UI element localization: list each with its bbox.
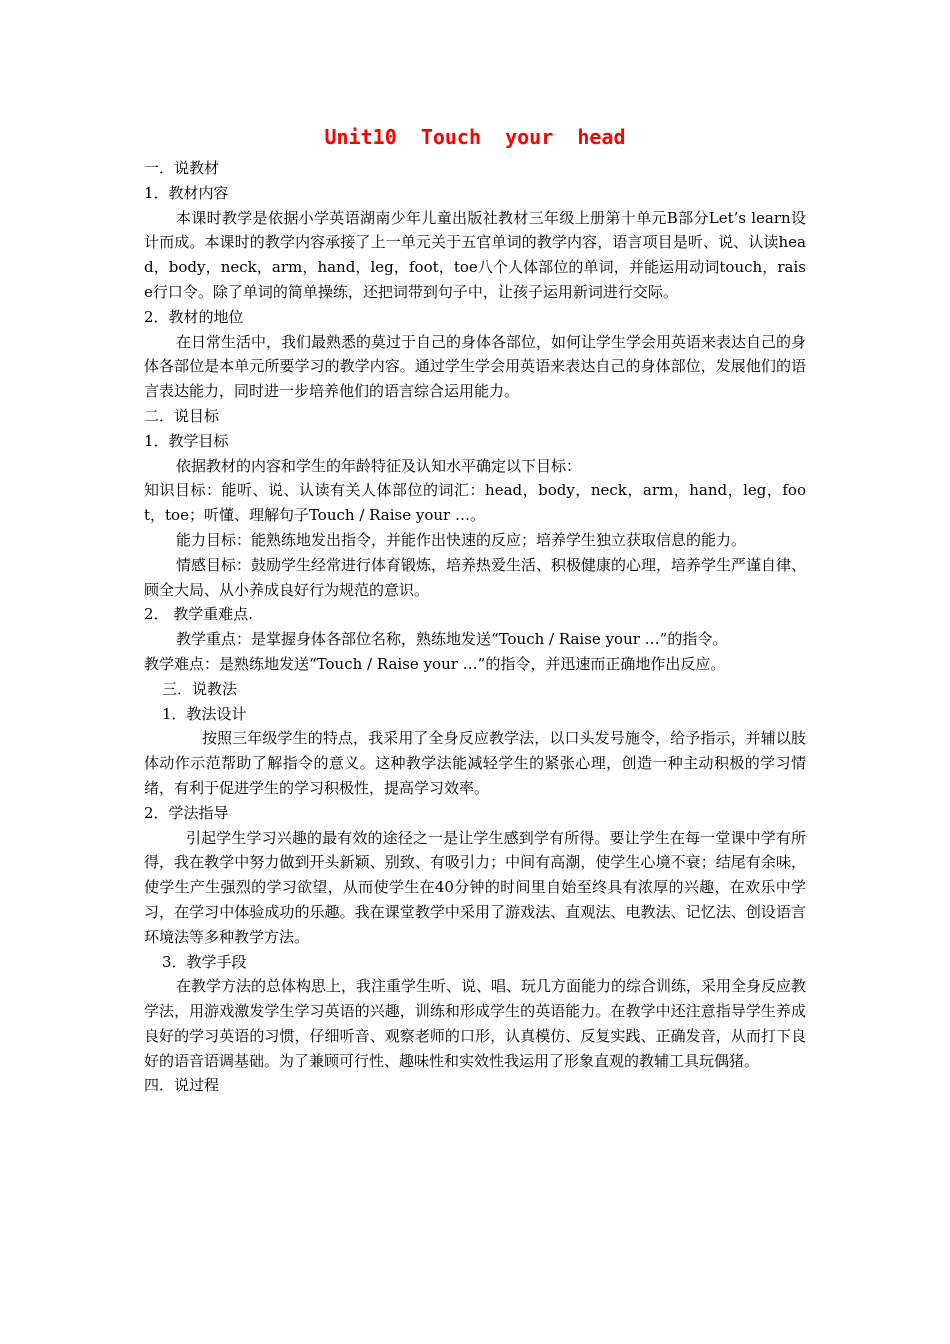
document-body [144, 156, 806, 1098]
paragraph: 在日常生活中，我们最熟悉的莫过于自己的身体各部位，如何让学生学会用英语来表达自己的身体各部位是本单元所要学习的教学内容。通过学生学会用英语来表达自己的身体部位，发展他们的语言表达能力，同时进一步培养他们的语言综合运用能力。 [144, 332, 807, 401]
section-heading: 1．教法设计 [162, 704, 247, 723]
paragraph: 知识目标：能听、说、认读有关人体部位的词汇：head，body，neck，arm，hand，leg，foot，toe；听懂、理解句子Touch / Raise your …。 [144, 481, 806, 525]
paragraph: 教学难点：是熟练地发送“Touch / Raise your …”的指令，并迅速而正确地作出反应。 [144, 654, 726, 673]
section-heading: 1．教材内容 [144, 183, 229, 202]
section-heading: 二．说目标 [144, 406, 220, 425]
paragraph: 情感目标：鼓励学生经常进行体育锻炼，培养热爱生活、积极健康的心理，培养学生严谨自律、顾全大局、从小养成良好行为规范的意识。 [144, 555, 807, 599]
section-heading: 2． 教学重难点. [144, 605, 254, 624]
section-heading: 一．说教材 [144, 159, 220, 177]
section-heading: 2．学法指导 [144, 803, 229, 822]
section-heading: 3．教学手段 [162, 952, 247, 971]
section-heading: 三．说教法 [162, 679, 238, 698]
section-heading: 1．教学目标 [144, 431, 229, 450]
paragraph: 能力目标：能熟练地发出指令，并能作出快速的反应；培养学生独立获取信息的能力。 [176, 530, 747, 549]
section-heading: 2．教材的地位 [144, 307, 244, 326]
paragraph: 依据教材的内容和学生的年龄特征及认知水平确定以下目标： [176, 456, 582, 475]
paragraph: 按照三年级学生的特点，我采用了全身反应教学法，以口头发号施令，给予指示，并辅以肢体动作示范帮助了解指令的意义。这种教学法能减轻学生的紧张心理，创造一种主动积极的学习情绪，有利于促进学生的学习积极性，提高学习效率。 [144, 729, 806, 797]
paragraph: 教学重点：是掌握身体各部位名称，熟练地发送“Touch / Raise your …”的指令。 [176, 630, 728, 649]
paragraph: 在教学方法的总体构思上，我注重学生听、说、唱、玩几方面能力的综合训练，采用全身反应教学法，用游戏激发学生学习英语的兴趣，训练和形成学生的英语能力。在教学中还注意指导学生养成良好的学习英语的习惯，仔细听音、观察老师的口形，认真模仿、反复实践、正确发音，从而打下良好的语音语调基础。为了兼顾可行性、趣味性和实效性我运用了形象直观的教辅工具玩偶猪。 [144, 977, 807, 1070]
paragraph: 本课时教学是依据小学英语湖南少年儿童出版社教材三年级上册第十单元B部分Let’s learn设计而成。本课时的教学内容承接了上一单元关于五官单词的教学内容，语言项目是听、说、认读head，body，neck，arm，hand，leg，foot，toe八个人体部位的单词，并能运用动词touch，raise行口令。除了单词的简单操练，还把词带到句子中，让孩子运用新词进行交际。 [144, 208, 806, 301]
document-page [144, 120, 806, 1098]
paragraph: 引起学生学习兴趣的最有效的途径之一是让学生感到学有所得。要让学生在每一堂课中学有所得，我在教学中努力做到开头新颖、别致、有吸引力；中间有高潮，使学生心境不衰；结尾有余味，使学生产生强烈的学习欲望，从而使学生在40分钟的时间里自始至终具有浓厚的兴趣，在欢乐中学习，在学习中体验成功的乐趣。我在课堂教学中采用了游戏法、直观法、电教法、记忆法、创设语言环境法等多种教学方法。 [144, 828, 806, 946]
document-title: Unit10 Touch your head [324, 125, 626, 149]
section-heading: 四．说过程 [144, 1076, 220, 1095]
